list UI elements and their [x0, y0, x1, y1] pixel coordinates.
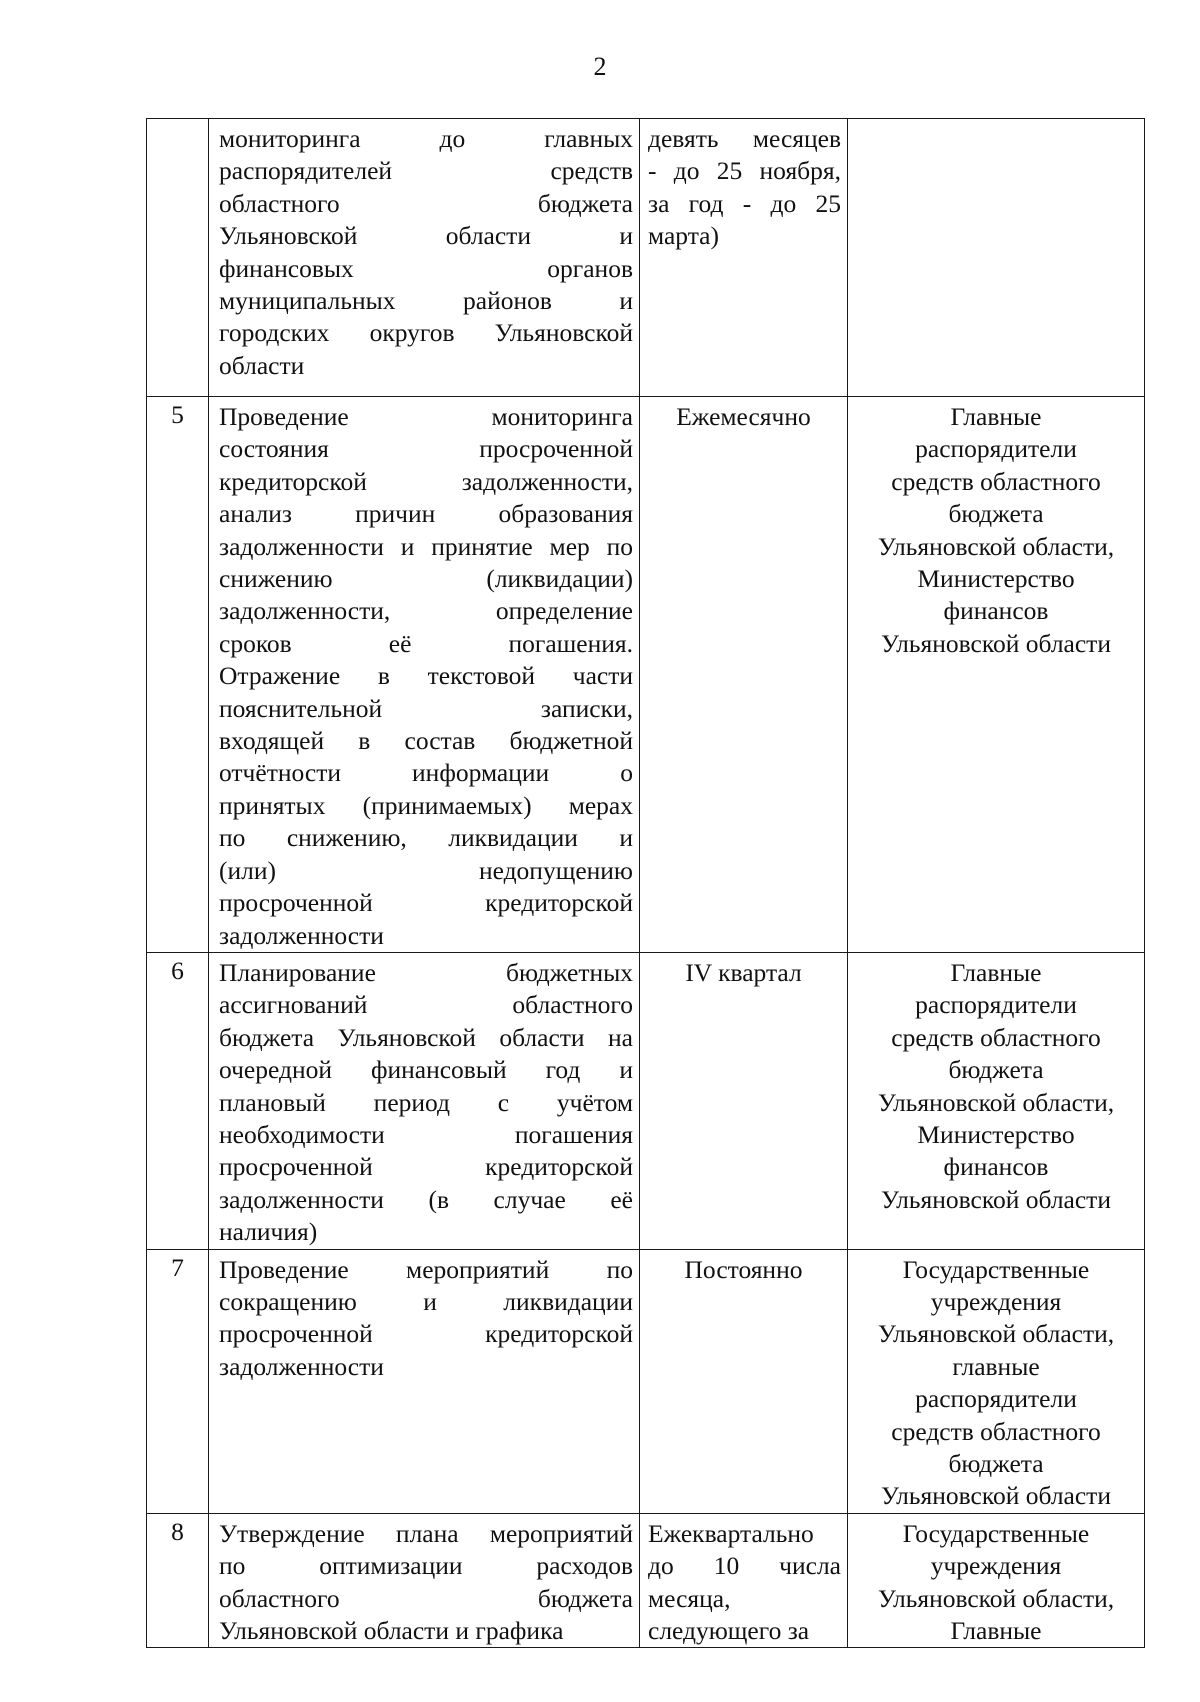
cell-text-line: состояния просроченной [219, 434, 633, 464]
measures-table [146, 118, 1145, 1648]
cell-text-line: бюджета [948, 499, 1044, 529]
cell-text-line: Постоянно [684, 1254, 803, 1284]
cell-text-line: Ульяновской области [881, 628, 1111, 658]
cell-text-line: средств областного [891, 466, 1101, 496]
cell-text-line: Министерство [917, 564, 1075, 594]
cell-text-line: Проведение мероприятий по [219, 1254, 633, 1284]
cell-text-line: финансов [943, 1152, 1049, 1182]
cell-text-line: за год - до 25 [648, 188, 841, 218]
cell-text-line: девять месяцев [648, 124, 841, 153]
cell-text-line: распорядители [915, 1384, 1077, 1414]
cell-text-line: распорядители [915, 990, 1077, 1020]
description-cell [209, 1513, 640, 1648]
cell-text-line: областного бюджета [219, 188, 633, 218]
cell-text-line: ассигнований областного [219, 990, 633, 1020]
cell-text-line: по снижению, ликвидации и [219, 823, 633, 853]
cell-text-line: Министерство [917, 1119, 1075, 1149]
cell-text-line: Главные [950, 402, 1042, 431]
cell-text-line: Планирование бюджетных [219, 957, 633, 987]
deadline-cell [640, 1513, 848, 1648]
row-number-cell [147, 119, 209, 397]
cell-text-line: задолженности [219, 1351, 384, 1381]
row-number-cell: 8 [147, 1513, 209, 1648]
cell-text-line: средств областного [891, 1416, 1101, 1446]
cell-text-line: месяца, [648, 1583, 731, 1613]
cell-text-line: сокращению и ликвидации [219, 1286, 633, 1316]
cell-text-line: задолженности, определение [219, 596, 633, 626]
cell-text-line: очередной финансовый год и [219, 1055, 633, 1085]
cell-text-line: области [219, 350, 305, 380]
cell-text-line: плановый период с учётом [219, 1087, 633, 1117]
cell-text-line: Ульяновской области, [877, 1319, 1115, 1349]
cell-text-line: главные [952, 1351, 1040, 1381]
cell-text-line: просроченной кредиторской [219, 888, 633, 918]
cell-text-line: Ульяновской области [881, 1184, 1111, 1214]
cell-text-line: Государственные [902, 1518, 1090, 1548]
cell-text-line: Ульяновской области [881, 1481, 1111, 1511]
cell-text-line: Утверждение плана мероприятий [219, 1518, 633, 1548]
cell-text-line: снижению (ликвидации) [219, 564, 633, 594]
cell-text-line: до 10 числа [648, 1551, 841, 1581]
cell-text-line: пояснительной записки, [219, 693, 633, 723]
cell-text-line: просроченной кредиторской [219, 1152, 633, 1182]
cell-text-line: - до 25 ноября, [648, 156, 841, 186]
cell-text-line: задолженности (в случае её [219, 1184, 633, 1214]
cell-text-line: Главные [950, 957, 1042, 987]
cell-text-line: Главные [950, 1616, 1042, 1646]
cell-text-line: бюджета [948, 1449, 1044, 1478]
cell-text-line: Ульяновской области, [877, 531, 1115, 561]
row-number-cell: 5 [147, 397, 209, 953]
page-number: 2 [593, 52, 607, 81]
cell-text-line: Ульяновской области и [219, 221, 633, 251]
cell-text-line: распорядителей средств [219, 156, 633, 186]
cell-text-line: сроков её погашения. [219, 628, 633, 658]
cell-text-line: Государственные [902, 1254, 1090, 1284]
cell-text-line: (или) недопущению [219, 855, 633, 885]
cell-text-line: марта) [648, 221, 719, 251]
cell-text-line: учреждения [930, 1286, 1062, 1316]
cell-text-line: задолженности и принятие мер по [219, 531, 633, 561]
cell-text-line: задолженности [219, 920, 384, 950]
deadline-cell [640, 397, 848, 953]
cell-text-line: отчётности информации о [219, 758, 633, 788]
deadline-cell [640, 952, 848, 1249]
cell-text-line: следующего за [648, 1616, 810, 1646]
cell-text-line: Проведение мониторинга [219, 402, 633, 431]
table-row [147, 952, 1145, 1249]
responsible-cell [848, 1249, 1145, 1513]
row-number-cell: 7 [147, 1249, 209, 1513]
cell-text-line: необходимости погашения [219, 1119, 633, 1149]
responsible-cell [848, 1513, 1145, 1648]
cell-text-line: Ежемесячно [676, 402, 811, 431]
row-number-cell: 6 [147, 952, 209, 1249]
responsible-cell [848, 952, 1145, 1249]
cell-text-line: городских округов Ульяновской [219, 318, 633, 348]
cell-text-line: муниципальных районов и [219, 286, 633, 316]
table-row [147, 397, 1145, 953]
cell-text-line: наличия) [219, 1217, 318, 1247]
cell-text-line: бюджета Ульяновской области на [219, 1022, 633, 1052]
responsible-cell [848, 119, 1145, 397]
cell-text-line: Ульяновской области и графика [219, 1616, 564, 1646]
cell-text-line: распорядители [915, 434, 1077, 464]
cell-text-line: анализ причин образования [219, 499, 633, 529]
deadline-cell [640, 119, 848, 397]
description-cell [209, 119, 640, 397]
cell-text-line: входящей в состав бюджетной [219, 726, 633, 756]
description-cell [209, 952, 640, 1249]
table-row [147, 119, 1145, 397]
cell-text-line: принятых (принимаемых) мерах [219, 790, 633, 820]
cell-text-line: IV квартал [685, 957, 802, 987]
cell-text-line: Ульяновской области, [877, 1583, 1115, 1613]
cell-text-line: учреждения [930, 1551, 1062, 1581]
description-cell [209, 397, 640, 953]
cell-text-line: областного бюджета [219, 1583, 633, 1613]
table-row [147, 1249, 1145, 1513]
cell-text-line: Ульяновской области, [877, 1087, 1115, 1117]
cell-text-line: мониторинга до главных [219, 124, 633, 153]
cell-text-line: Ежеквартально [648, 1518, 814, 1548]
deadline-cell [640, 1249, 848, 1513]
cell-text-line: Отражение в текстовой части [219, 661, 633, 691]
cell-text-line: по оптимизации расходов [219, 1551, 633, 1581]
cell-text-line: финансовых органов [219, 253, 633, 283]
cell-text-line: финансов [943, 596, 1049, 626]
cell-text-line: кредиторской задолженности, [219, 466, 633, 496]
cell-text-line: бюджета [948, 1055, 1044, 1085]
responsible-cell [848, 397, 1145, 953]
cell-text-line: просроченной кредиторской [219, 1319, 633, 1349]
table-row [147, 1513, 1145, 1648]
description-cell [209, 1249, 640, 1513]
cell-text-line: средств областного [891, 1022, 1101, 1052]
